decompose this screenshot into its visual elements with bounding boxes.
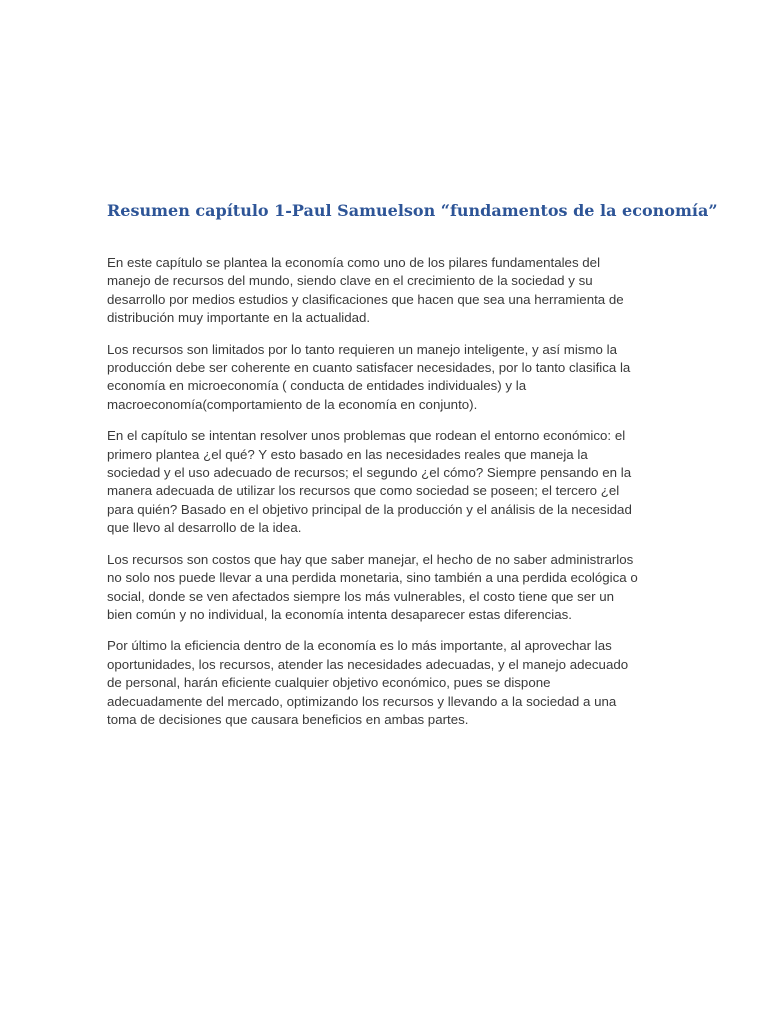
text-line: para quién? Basado en el objetivo principal de la producción y el análisis de la necesidad <box>107 501 632 517</box>
text-line: que llevo al desarrollo de la idea. <box>107 520 302 536</box>
text-line: manera adecuada de utilizar los recursos que como sociedad se poseen; el tercero ¿el <box>107 483 620 499</box>
text-line: bien común y no individual, la economía intenta desaparecer estas diferencias. <box>107 606 572 622</box>
text-line: social, donde se ven afectados siempre los más vulnerables, el costo tiene que ser un <box>107 588 615 604</box>
paragraph-costs <box>107 551 663 625</box>
paragraph-intro <box>107 254 663 328</box>
text-line: En el capítulo se intentan resolver unos problemas que rodean el entorno económico: el <box>107 428 626 444</box>
document-body <box>107 254 663 742</box>
text-line: Los recursos son costos que hay que saber manejar, el hecho de no saber administrarlos <box>107 551 634 567</box>
text-line: producción debe ser coherente en cuanto satisfacer necesidades, por lo tanto clasifica la <box>107 360 631 376</box>
paragraph-resources <box>107 341 663 415</box>
text-line: macroeconomía(comportamiento de la economía en conjunto). <box>107 396 478 412</box>
text-line: desarrollo por medios estudios y clasificaciones que hacen que sea una herramienta de <box>107 291 624 307</box>
text-line: adecuadamente del mercado, optimizando los recursos y llevando a la sociedad a una <box>107 693 617 709</box>
text-line: Por último la eficiencia dentro de la economía es lo más importante, al aprovechar las <box>107 638 612 654</box>
text-line: primero plantea ¿el qué? Y esto basado en las necesidades reales que maneja la <box>107 446 588 462</box>
text-line: En este capítulo se plantea la economía como uno de los pilares fundamentales del <box>107 255 601 270</box>
text-line: distribución muy importante en la actualidad. <box>107 310 371 326</box>
paragraph-problems <box>107 427 663 537</box>
text-line: Los recursos son limitados por lo tanto requieren un manejo inteligente, y así mismo la <box>107 341 617 357</box>
text-line: sociedad y el uso adecuado de recursos; el segundo ¿el cómo? Siempre pensando en la <box>107 465 632 481</box>
text-line: toma de decisiones que causara beneficios en ambas partes. <box>107 711 469 727</box>
text-line: economía en microeconomía ( conducta de entidades individuales) y la <box>107 378 527 394</box>
text-line: oportunidades, los recursos, atender las necesidades adecuadas, y el manejo adecuado <box>107 656 629 672</box>
text-line: manejo de recursos del mundo, siendo clave en el crecimiento de la sociedad y su <box>107 273 593 289</box>
text-line: no solo nos puede llevar a una perdida monetaria, sino también a una perdida ecológica o <box>107 570 638 586</box>
paragraph-efficiency <box>107 637 663 729</box>
document-title: Resumen capítulo 1-Paul Samuelson “fundamentos de la economía” <box>107 201 718 220</box>
text-line: de personal, harán eficiente cualquier objetivo económico, pues se dispone <box>107 675 551 691</box>
